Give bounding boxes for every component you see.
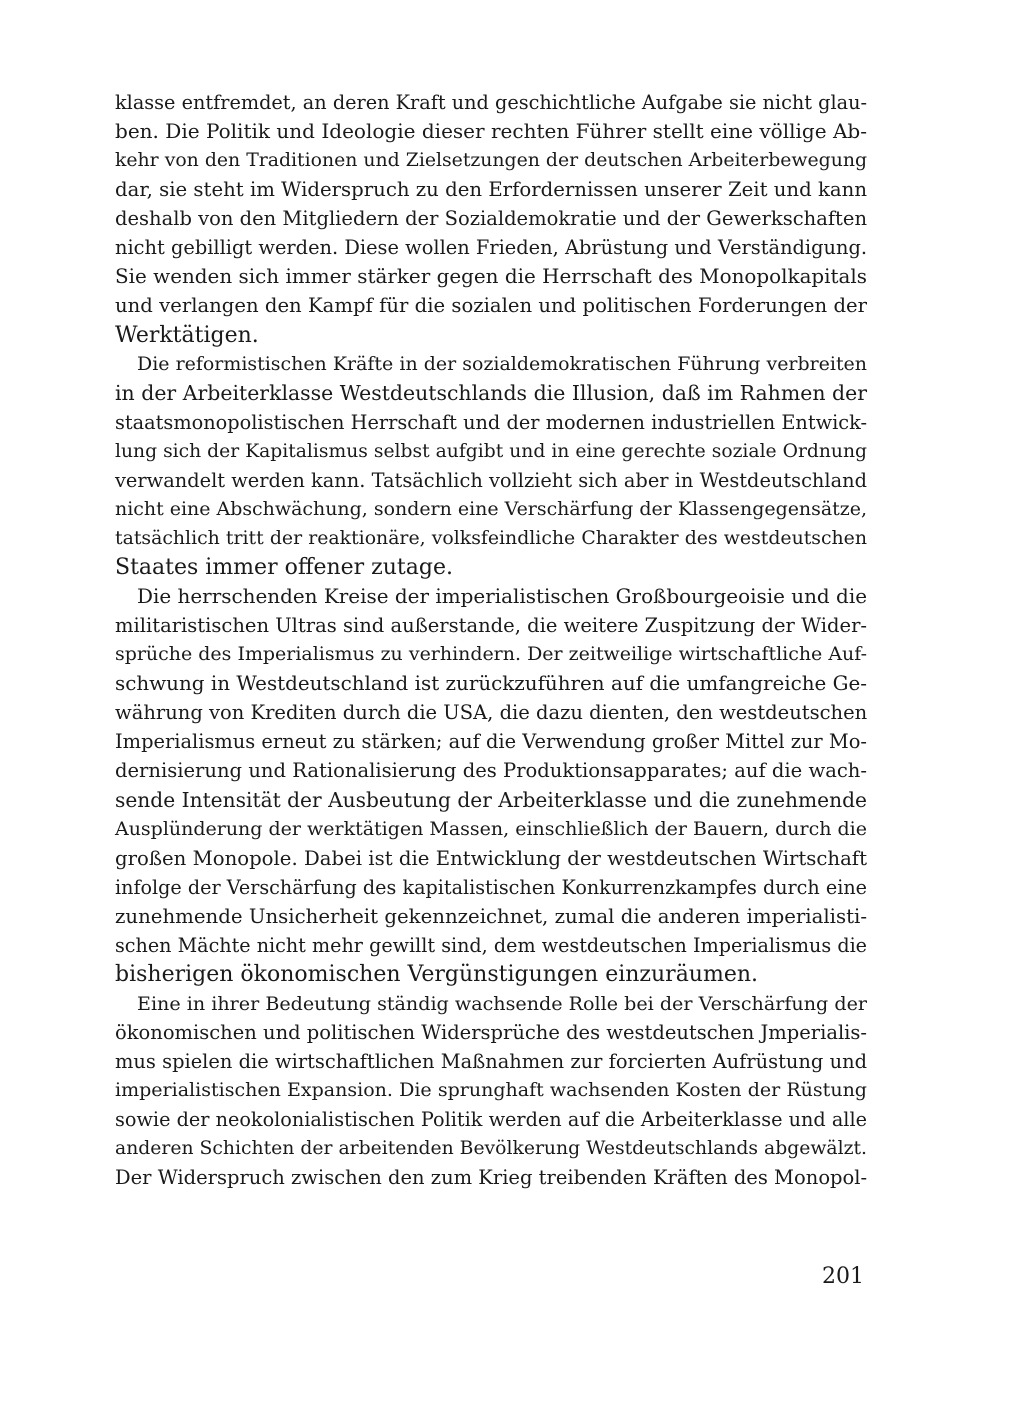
text-line: klasse entfremdet, an deren Kraft und geschichtliche Aufgabe sie nicht glau- bbox=[115, 91, 867, 114]
text-line: dar, sie steht im Widerspruch zu den Erfordernissen unserer Zeit und kann bbox=[115, 178, 867, 202]
paragraph-last-line: Werktätigen. bbox=[115, 322, 259, 348]
page-number: 201 bbox=[822, 1264, 864, 1289]
text-line: zunehmende Unsicherheit gekennzeichnet, zumal die anderen imperialisti- bbox=[115, 904, 867, 928]
text-line: deshalb von den Mitgliedern der Sozialdemokratie und der Gewerkschaften bbox=[115, 207, 867, 231]
text-line: staatsmonopolistischen Herrschaft und der modernen industriellen Entwick- bbox=[115, 410, 867, 434]
text-line: imperialistischen Expansion. Die sprunghaft wachsenden Kosten der Rüstung bbox=[115, 1079, 867, 1102]
text-line: kehr von den Traditionen und Zielsetzungen der deutschen Arbeiterbewegung bbox=[115, 150, 867, 172]
text-line: dernisierung und Rationalisierung des Produktionsapparates; auf die wach- bbox=[115, 759, 867, 783]
text-line: Imperialismus erneut zu stärken; auf die Verwendung großer Mittel zur Mo- bbox=[115, 730, 867, 754]
text-line: verwandelt werden kann. Tatsächlich vollzieht sich aber in Westdeutschland bbox=[115, 468, 867, 492]
text-line: tatsächlich tritt der reaktionäre, volksfeindliche Charakter des westdeutschen bbox=[115, 526, 867, 549]
text-line: nicht gebilligt werden. Diese wollen Frieden, Abrüstung und Verständigung. bbox=[115, 236, 867, 260]
text-line: mus spielen die wirtschaftlichen Maßnahmen zur forcierten Aufrüstung und bbox=[115, 1050, 867, 1074]
text-line: lung sich der Kapitalismus selbst aufgibt und in eine gerechte soziale Ordnung bbox=[115, 440, 867, 462]
text-line: großen Monopole. Dabei ist die Entwicklung der westdeutschen Wirtschaft bbox=[115, 846, 867, 870]
text-line: sprüche des Imperialismus zu verhindern. Der zeitweilige wirtschaftliche Auf- bbox=[115, 643, 867, 666]
text-line: anderen Schichten der arbeitenden Bevölkerung Westdeutschlands abgewälzt. bbox=[115, 1138, 867, 1160]
text-line: Ausplünderung der werktätigen Massen, einschließlich der Bauern, durch die bbox=[115, 817, 867, 840]
text-line: schwung in Westdeutschland ist zurückzuführen auf die umfangreiche Ge- bbox=[115, 672, 867, 696]
paragraph-first-line: Die reformistischen Kräfte in der sozialdemokratischen Führung verbreiten bbox=[137, 352, 867, 375]
text-line: Sie wenden sich immer stärker gegen die Herrschaft des Monopolkapitals bbox=[115, 265, 867, 289]
text-line: in der Arbeiterklasse Westdeutschlands die Illusion, daß im Rahmen der bbox=[115, 380, 867, 405]
body-text bbox=[115, 88, 867, 1192]
text-line: schen Mächte nicht mehr gewillt sind, dem westdeutschen Imperialismus die bbox=[115, 933, 867, 957]
paragraph-first-line: Die herrschenden Kreise der imperialistischen Großbourgeoisie und die bbox=[137, 584, 867, 609]
paragraph-first-line: Eine in ihrer Bedeutung ständig wachsende Rolle bei der Verschärfung der bbox=[137, 991, 867, 1015]
text-line: ökonomischen und politischen Widersprüche des westdeutschen Jmperialis- bbox=[115, 1021, 867, 1044]
text-line: nicht eine Abschwächung, sondern eine Verschärfung der Klassengegensätze, bbox=[115, 497, 867, 520]
paragraph-last-line: bisherigen ökonomischen Vergünstigungen einzuräumen. bbox=[115, 961, 759, 987]
text-line: sowie der neokolonialistischen Politik werden auf die Arbeiterklasse und alle bbox=[115, 1108, 867, 1132]
text-line: sende Intensität der Ausbeutung der Arbeiterklasse und die zunehmende bbox=[115, 787, 867, 812]
text-line: währung von Krediten durch die USA, die dazu dienten, den westdeutschen bbox=[115, 701, 868, 725]
text-line: Der Widerspruch zwischen den zum Krieg treibenden Kräften des Monopol- bbox=[115, 1166, 868, 1190]
text-line: ben. Die Politik und Ideologie dieser rechten Führer stellt eine völlige Ab- bbox=[115, 119, 867, 144]
paragraph-last-line: Staates immer offener zutage. bbox=[115, 555, 453, 580]
text-line: infolge der Verschärfung des kapitalistischen Konkurrenzkampfes durch eine bbox=[115, 875, 867, 899]
text-line: und verlangen den Kampf für die sozialen und politischen Forderungen der bbox=[115, 294, 867, 318]
text-line: militaristischen Ultras sind außerstande, die weitere Zuspitzung der Wider- bbox=[115, 614, 867, 638]
